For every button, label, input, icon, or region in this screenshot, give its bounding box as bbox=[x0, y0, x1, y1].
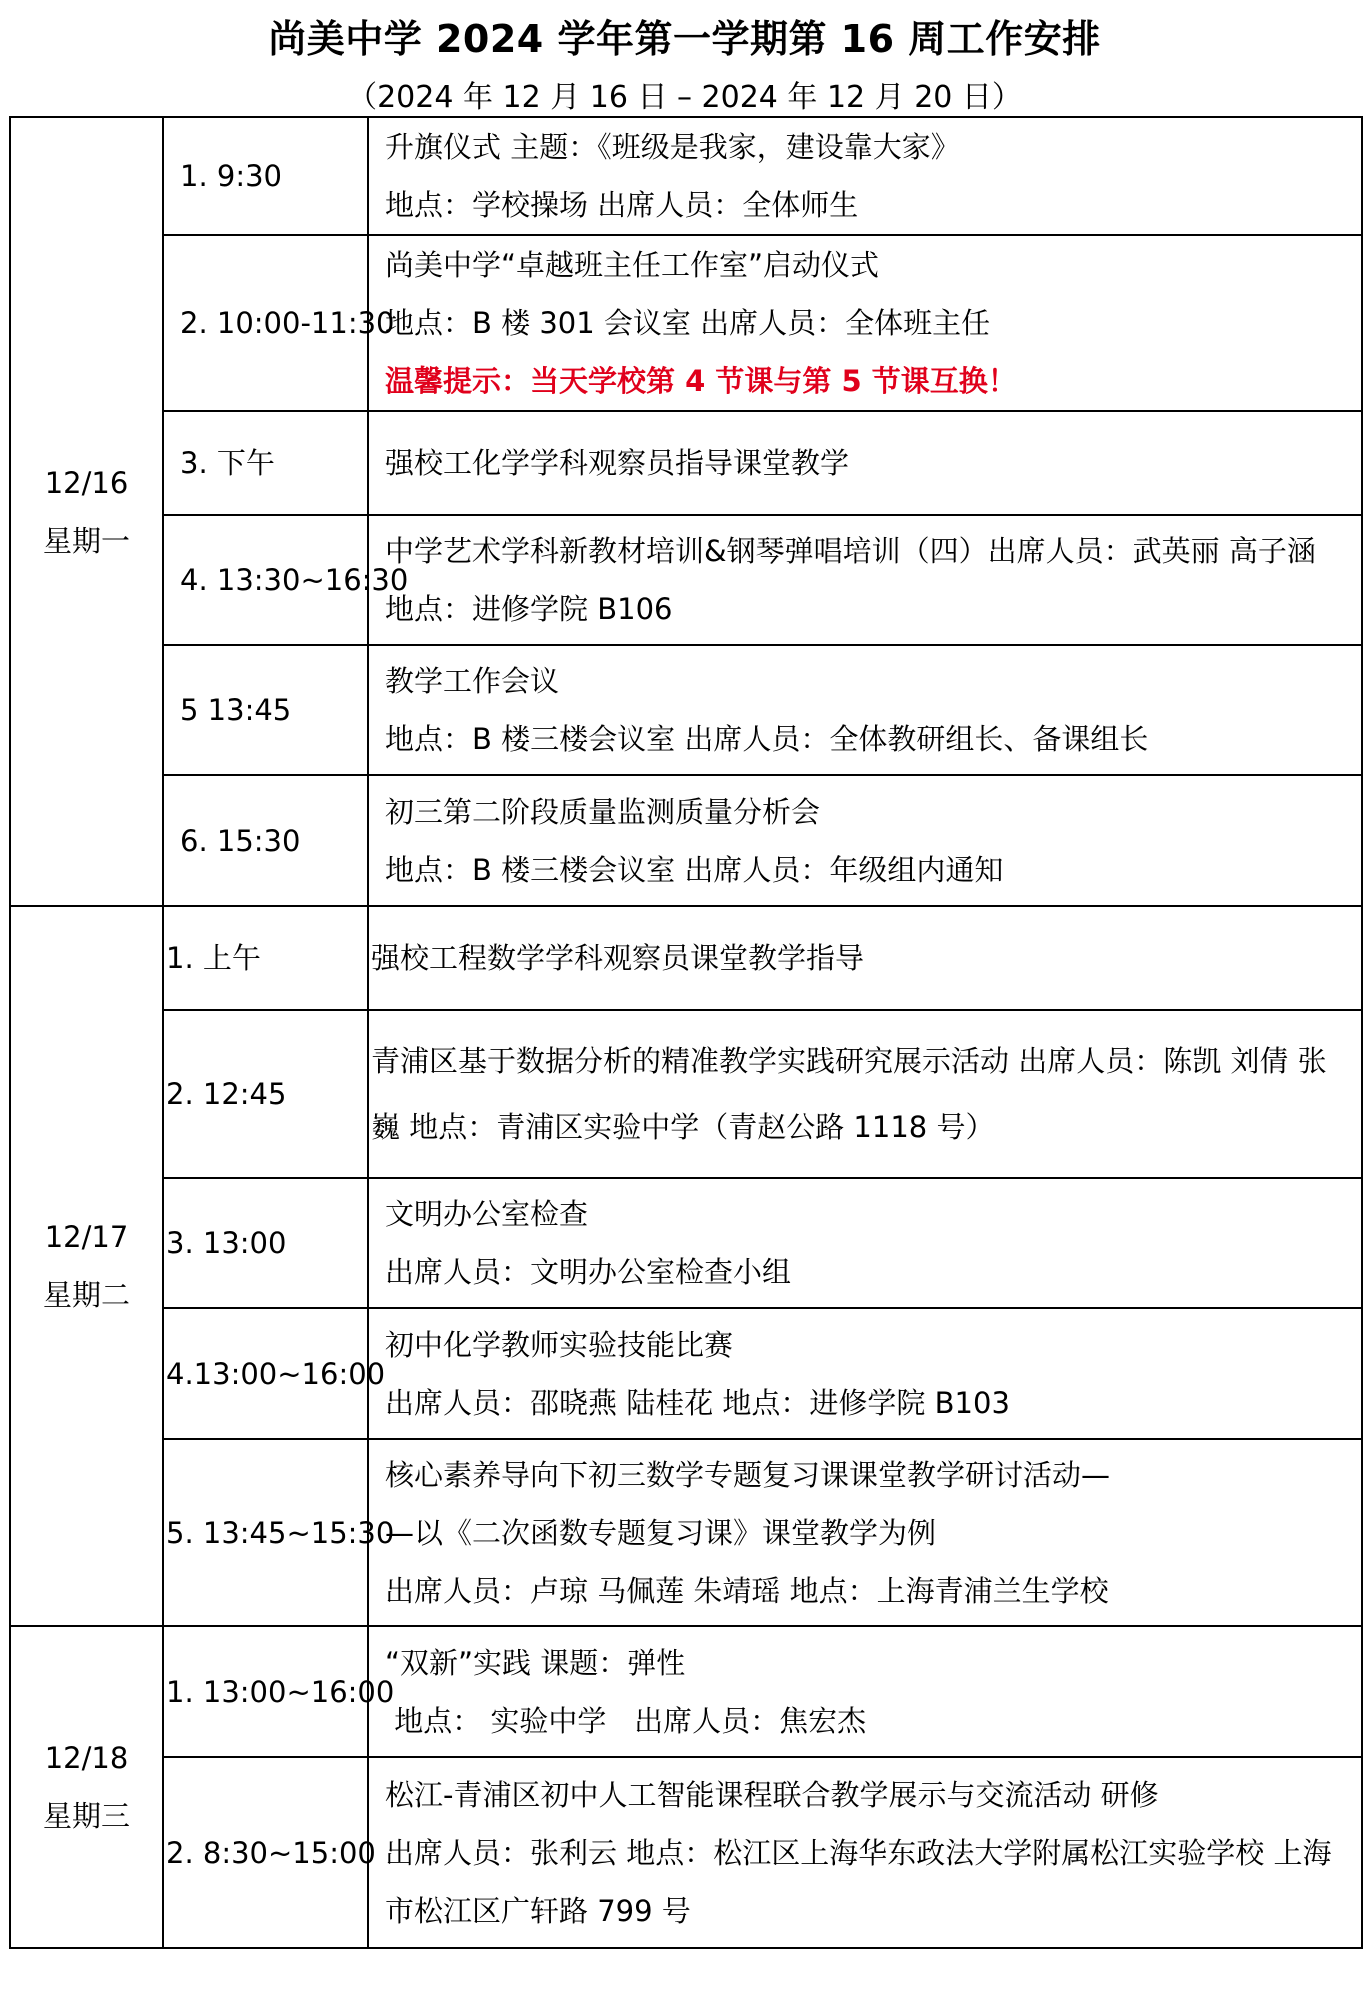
day-weekday: 星期一 bbox=[42, 523, 130, 558]
day-date: 12/17 bbox=[44, 1220, 129, 1254]
event-line: 出席人员：文明办公室检查小组 bbox=[385, 1255, 792, 1289]
day-weekday: 星期二 bbox=[42, 1278, 130, 1312]
event-time: 2. 10:00-11:30 bbox=[163, 235, 368, 411]
event-line: 强校工程数学学科观察员课堂教学指导 bbox=[371, 941, 865, 975]
table-row bbox=[10, 1757, 1362, 1948]
date-range: （2024 年 12 月 16 日 – 2024 年 12 月 20 日） bbox=[347, 80, 1022, 115]
event-content bbox=[368, 1178, 1362, 1308]
event-line: 升旗仪式 主题：《班级是我家，建设靠大家》 bbox=[385, 130, 960, 164]
event-line: 地点：B 楼三楼会议室 出席人员：全体教研组长、备课组长 bbox=[385, 722, 1149, 756]
warning-notice: 温馨提示：当天学校第 4 节课与第 5 节课互换！ bbox=[385, 364, 1017, 398]
event-line: 青浦区基于数据分析的精准教学实践研究展示活动 出席人员：陈凯 刘倩 张巍 地点：青浦区实验中学（青赵公路 1118 号） bbox=[371, 1044, 1327, 1144]
event-content bbox=[368, 1308, 1362, 1439]
event-line: 教学工作会议 bbox=[385, 664, 560, 698]
schedule-table bbox=[9, 116, 1363, 1949]
day-cell-wednesday bbox=[10, 1626, 163, 1948]
event-content bbox=[368, 411, 1362, 515]
event-line: 地点： 实验中学 出席人员：焦宏杰 bbox=[385, 1703, 867, 1738]
event-time: 3. 13:00 bbox=[163, 1178, 368, 1308]
event-time: 1. 13:00~16:00 bbox=[163, 1626, 368, 1757]
page-title: 尚美中学 2024 学年第一学期第 16 周工作安排 bbox=[268, 17, 1101, 61]
event-content bbox=[368, 906, 1362, 1010]
day-cell-tuesday bbox=[10, 906, 163, 1626]
event-line: 强校工化学学科观察员指导课堂教学 bbox=[385, 446, 850, 480]
event-time: 3. 下午 bbox=[163, 411, 368, 515]
event-time: 1. 上午 bbox=[163, 906, 368, 1010]
day-date: 12/16 bbox=[44, 465, 129, 500]
table-row bbox=[10, 411, 1362, 515]
event-time: 4. 13:30~16:30 bbox=[163, 515, 368, 645]
event-content bbox=[368, 515, 1362, 645]
table-row bbox=[10, 235, 1362, 411]
table-row bbox=[10, 906, 1362, 1010]
table-row bbox=[10, 775, 1362, 906]
event-line: 核心素养导向下初三数学专题复习课课堂教学研讨活动— bbox=[385, 1457, 1111, 1492]
event-line: 地点：B 楼三楼会议室 出席人员：年级组内通知 bbox=[385, 852, 1004, 887]
event-line: 文明办公室检查 bbox=[385, 1197, 589, 1231]
event-content bbox=[368, 1757, 1362, 1948]
event-time: 2. 12:45 bbox=[163, 1010, 368, 1178]
event-line: 松江-青浦区初中人工智能课程联合教学展示与交流活动 研修 bbox=[385, 1777, 1159, 1812]
event-line: 初三第二阶段质量监测质量分析会 bbox=[385, 794, 821, 829]
event-line: 出席人员：张利云 地点：松江区上海华东政法大学附属松江实验学校 上海市松江区广轩路 799 号 bbox=[385, 1835, 1332, 1928]
event-time: 4.13:00~16:00 bbox=[163, 1308, 368, 1439]
day-cell-monday bbox=[10, 117, 163, 906]
table-row bbox=[10, 1178, 1362, 1308]
event-time: 6. 15:30 bbox=[163, 775, 368, 906]
event-line: —以《二次函数专题复习课》课堂教学为例 bbox=[385, 1515, 937, 1550]
event-line: 出席人员：邵晓燕 陆桂花 地点：进修学院 B103 bbox=[385, 1385, 1010, 1420]
event-content bbox=[368, 117, 1362, 235]
table-row bbox=[10, 1626, 1362, 1757]
day-weekday: 星期三 bbox=[42, 1799, 130, 1833]
event-line: 尚美中学“卓越班主任工作室”启动仪式 bbox=[385, 248, 880, 282]
table-row bbox=[10, 117, 1362, 235]
table-row bbox=[10, 645, 1362, 775]
table-row bbox=[10, 1439, 1362, 1626]
event-content bbox=[368, 775, 1362, 906]
event-content bbox=[368, 1626, 1362, 1757]
event-time: 5 13:45 bbox=[163, 645, 368, 775]
event-line: “双新”实践 课题：弹性 bbox=[385, 1645, 686, 1680]
event-content bbox=[368, 235, 1362, 411]
event-line: 地点：学校操场 出席人员：全体师生 bbox=[385, 188, 859, 222]
table-row bbox=[10, 515, 1362, 645]
table-row bbox=[10, 1010, 1362, 1178]
event-content bbox=[368, 1439, 1362, 1626]
event-content bbox=[368, 1010, 1362, 1178]
day-date: 12/18 bbox=[44, 1741, 129, 1775]
event-line: 地点：B 楼 301 会议室 出席人员：全体班主任 bbox=[385, 306, 991, 340]
event-time: 5. 13:45~15:30 bbox=[163, 1439, 368, 1626]
event-time: 1. 9:30 bbox=[163, 117, 368, 235]
event-line: 中学艺术学科新教材培训&钢琴弹唱培训（四）出席人员：武英丽 高子涵 地点：进修学院 B106 bbox=[385, 534, 1316, 626]
event-line: 出席人员：卢琼 马佩莲 朱靖瑶 地点：上海青浦兰生学校 bbox=[385, 1573, 1109, 1608]
table-row bbox=[10, 1308, 1362, 1439]
event-line: 初中化学教师实验技能比赛 bbox=[385, 1327, 734, 1362]
event-content bbox=[368, 645, 1362, 775]
event-time: 2. 8:30~15:00 bbox=[163, 1757, 368, 1948]
